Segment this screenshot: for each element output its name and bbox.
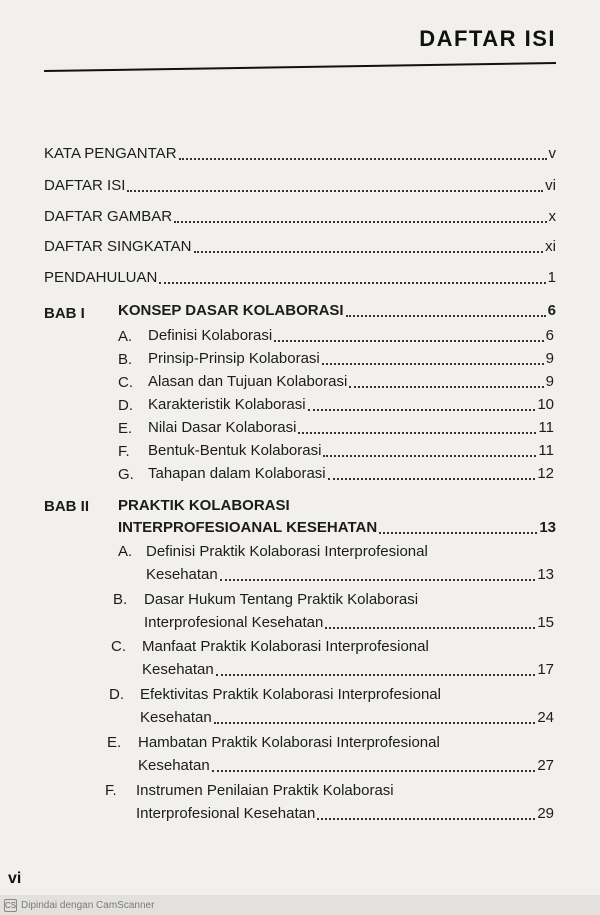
toc-entry-page: 11 xyxy=(538,442,554,459)
section-letter: F. xyxy=(105,782,117,799)
toc-entry-label: Tahapan dalam Kolaborasi xyxy=(148,465,326,482)
section-letter: C. xyxy=(118,374,133,391)
leader-dots xyxy=(346,305,546,317)
toc-entry-label: DAFTAR SINGKATAN xyxy=(44,238,192,255)
toc-entry xyxy=(148,327,554,345)
toc-entry-label-line: Hambatan Praktik Kolaborasi Interprofesional xyxy=(138,734,440,751)
toc-entry-page: 27 xyxy=(537,757,554,774)
leader-dots xyxy=(328,468,536,480)
section-letter: C. xyxy=(111,638,126,655)
toc-entry-page: 11 xyxy=(538,419,554,436)
section-letter: E. xyxy=(118,420,133,437)
chapter-heading xyxy=(118,302,556,320)
leader-dots xyxy=(212,760,536,772)
chapter-number: BAB I xyxy=(44,305,85,322)
leader-dots xyxy=(220,569,536,581)
toc-entry-label: Nilai Dasar Kolaborasi xyxy=(148,419,297,436)
chapter-title: KONSEP DASAR KOLABORASI xyxy=(118,302,344,319)
toc-entry-page: 13 xyxy=(537,566,554,583)
leader-dots xyxy=(179,148,547,160)
toc-entry-page: 9 xyxy=(545,373,554,390)
toc-entry xyxy=(44,177,556,195)
toc-entry xyxy=(44,145,556,163)
section-letter: A. xyxy=(118,543,133,560)
toc-entry-page: x xyxy=(548,208,556,225)
toc-entry-label-continued: Kesehatan xyxy=(138,757,210,774)
toc-entry-label-line: Dasar Hukum Tentang Praktik Kolaborasi xyxy=(144,591,419,608)
toc-entry-page: 29 xyxy=(537,805,554,822)
toc-entry-label: Definisi Kolaborasi xyxy=(148,327,273,344)
toc-entry-label-continued: Interprofesional Kesehatan xyxy=(136,805,316,822)
toc-entry-page: 24 xyxy=(537,709,554,726)
chapter-heading xyxy=(118,519,556,537)
toc-entry-label-continued: Kesehatan xyxy=(146,566,218,583)
leader-dots xyxy=(159,272,545,284)
toc-entry-label xyxy=(146,543,504,561)
leader-dots xyxy=(322,353,544,365)
chapter-number: BAB II xyxy=(44,498,89,515)
toc-entry xyxy=(44,269,556,287)
toc-entry xyxy=(140,709,554,727)
toc-entry-page: 6 xyxy=(545,327,554,344)
toc-entry xyxy=(44,238,556,256)
section-letter: B. xyxy=(113,591,128,608)
toc-entry-label-continued: Kesehatan xyxy=(142,661,214,678)
leader-dots xyxy=(174,211,546,223)
section-letter: A. xyxy=(118,328,133,345)
toc-entry xyxy=(138,757,554,775)
chapter-title-continued: INTERPROFESIOANAL KESEHATAN xyxy=(118,519,378,536)
toc-entry-label: Bentuk-Bentuk Kolaborasi xyxy=(148,442,322,459)
leader-dots xyxy=(216,664,536,676)
header-rule xyxy=(44,62,556,72)
leader-dots xyxy=(298,422,536,434)
toc-entry-label-line: Efektivitas Praktik Kolaborasi Interprofesional xyxy=(140,686,441,703)
toc-entry-label: Alasan dan Tujuan Kolaborasi xyxy=(148,373,348,390)
section-letter: B. xyxy=(118,351,133,368)
toc-entry-label-line: Definisi Praktik Kolaborasi Interprofesional xyxy=(146,543,428,560)
section-letter: D. xyxy=(109,686,124,703)
toc-entry xyxy=(148,350,554,368)
toc-entry xyxy=(146,566,554,584)
leader-dots xyxy=(214,712,536,724)
toc-entry xyxy=(148,419,554,437)
leader-dots xyxy=(317,808,535,820)
chapter-page: 13 xyxy=(539,519,556,536)
leader-dots xyxy=(274,330,543,342)
leader-dots xyxy=(308,399,536,411)
toc-entry-label-continued: Kesehatan xyxy=(140,709,212,726)
chapter-title: PRAKTIK KOLABORASI xyxy=(118,497,290,514)
leader-dots xyxy=(127,180,543,192)
toc-entry-page: v xyxy=(548,145,556,162)
toc-entry xyxy=(44,208,556,226)
leader-dots xyxy=(194,241,544,253)
toc-entry-page: 15 xyxy=(537,614,554,631)
toc-entry-label: PENDAHULUAN xyxy=(44,269,158,286)
toc-entry-page: 12 xyxy=(537,465,554,482)
toc-entry xyxy=(148,396,554,414)
toc-entry xyxy=(136,805,554,823)
scanner-text: Dipindai dengan CamScanner xyxy=(21,899,155,911)
toc-entry-label: Prinsip-Prinsip Kolaborasi xyxy=(148,350,320,367)
leader-dots xyxy=(323,445,536,457)
toc-entry-page: 17 xyxy=(537,661,554,678)
toc-entry-label: DAFTAR ISI xyxy=(44,177,126,194)
toc-entry-label-continued: Interprofesional Kesehatan xyxy=(144,614,324,631)
page-number: vi xyxy=(8,870,22,887)
scanner-watermark xyxy=(0,895,600,915)
toc-entry-label: KATA PENGANTAR xyxy=(44,145,177,162)
toc-entry-label: Karakteristik Kolaborasi xyxy=(148,396,306,413)
toc-entry-page: vi xyxy=(545,177,556,194)
toc-entry-page: xi xyxy=(545,238,556,255)
page-title: DAFTAR ISI xyxy=(419,26,556,51)
toc-entry-page: 10 xyxy=(537,396,554,413)
toc-entry xyxy=(142,661,554,679)
leader-dots xyxy=(349,376,543,388)
leader-dots xyxy=(325,617,535,629)
toc-entry-label-line: Manfaat Praktik Kolaborasi Interprofesional xyxy=(142,638,429,655)
section-letter: G. xyxy=(118,466,134,483)
toc-entry-page: 1 xyxy=(547,269,556,286)
section-letter: F. xyxy=(118,443,130,460)
toc-entry-label: DAFTAR GAMBAR xyxy=(44,208,173,225)
toc-entry xyxy=(148,465,554,483)
chapter-page: 6 xyxy=(547,302,556,319)
section-letter: D. xyxy=(118,397,133,414)
toc-entry xyxy=(144,614,554,632)
toc-entry xyxy=(148,442,554,460)
leader-dots xyxy=(379,522,537,534)
camscanner-logo-icon: CS xyxy=(5,900,17,910)
toc-entry-page: 9 xyxy=(545,350,554,367)
toc-entry xyxy=(148,373,554,391)
section-letter: E. xyxy=(107,734,122,751)
toc-entry-label-line: Instrumen Penilaian Praktik Kolaborasi xyxy=(136,782,394,799)
